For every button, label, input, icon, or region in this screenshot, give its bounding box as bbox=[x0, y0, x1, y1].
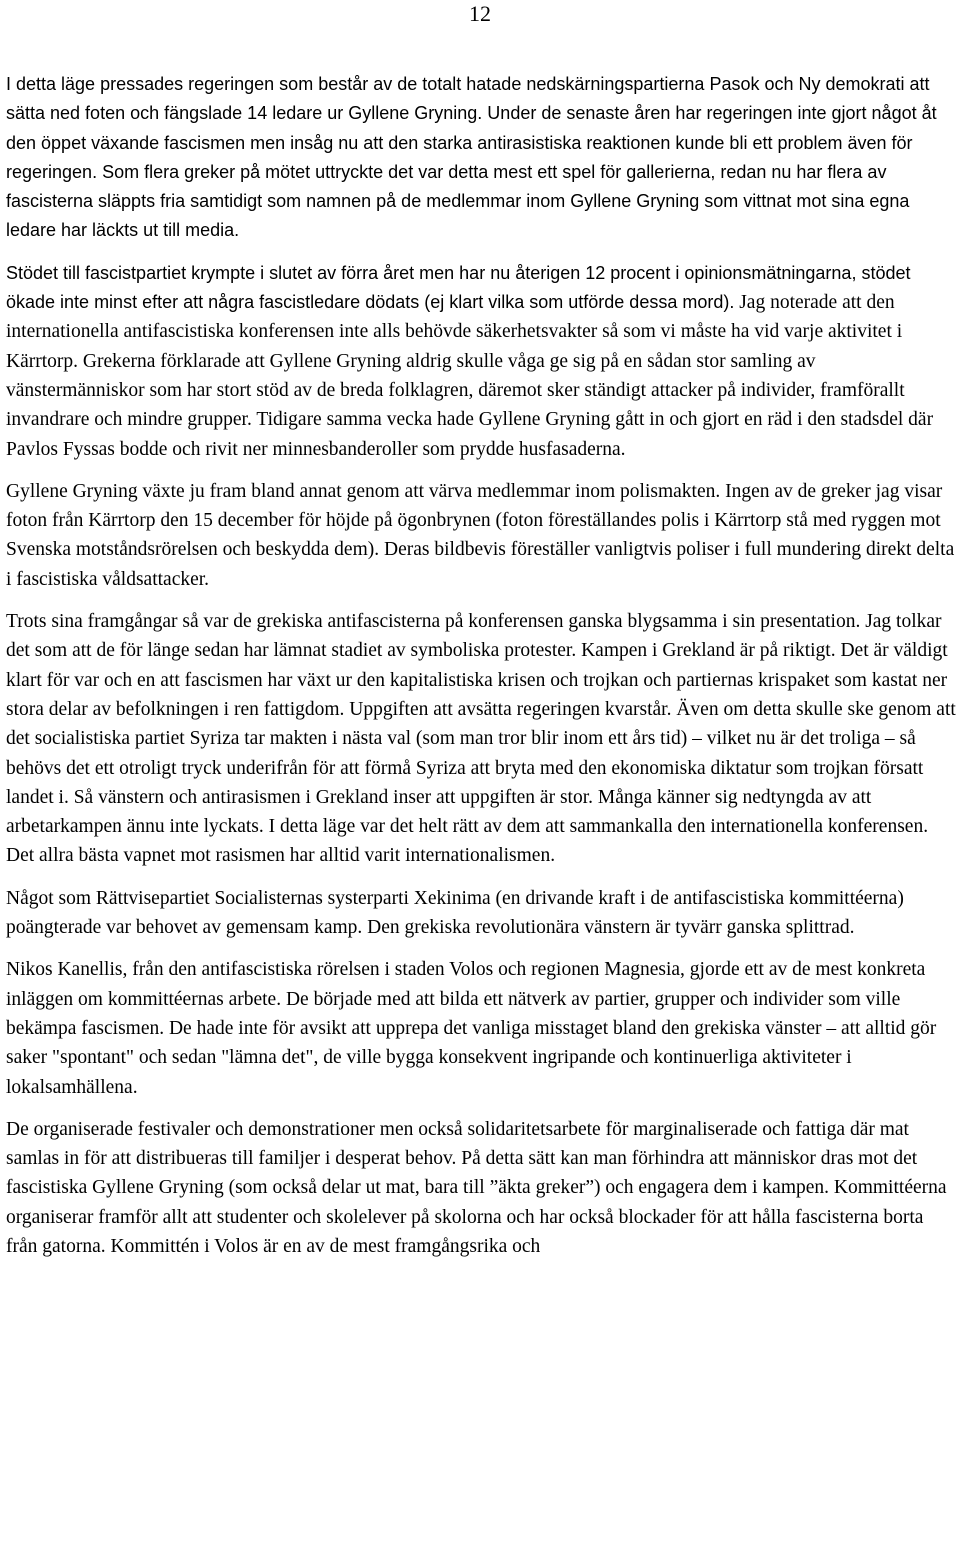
document-body bbox=[6, 70, 958, 1274]
paragraph-7-serif-text: De organiserade festivaler och demonstrationer men också solidaritetsarbete för marginaliserade och fattiga där mat samlas in för att distribueras till familjer i desperat behov. På detta sätt kan man förhindra att människor dras mot det fascistiska Gyllene Gryning (som också delar ut mat, bara till ”äkta greker”) och engagera dem i kampen. Kommittéerna organiserar framför allt att studenter och skolelever på skolorna och har också blockader för att hålla fascisterna borta från gatorna. Kommittén i Volos är en av de mest framgångsrika och bbox=[6, 1118, 947, 1257]
paragraph-3 bbox=[6, 477, 958, 594]
paragraph-5 bbox=[6, 884, 958, 943]
paragraph-2 bbox=[6, 259, 958, 464]
paragraph-6 bbox=[6, 955, 958, 1101]
paragraph-1 bbox=[6, 70, 958, 246]
paragraph-6-serif-text: Nikos Kanellis, från den antifascistiska rörelsen i staden Volos och regionen Magnesia, gjorde ett av de mest konkreta inläggen om kommittéernas arbete. De började med att bilda ett nätverk av partier, grupper och individer som ville bekämpa fascismen. De hade inte för avsikt att upprepa det vanliga misstaget bland den grekiska vänster – att alltid gör saker "spontant" och sedan "lämna det", de ville bygga konsekvent ingripande och kontinuerliga aktiviteter i lokalsamhällena. bbox=[6, 959, 937, 1098]
paragraph-4-serif-text: Trots sina framgångar så var de grekiska antifascisterna på konferensen ganska blygsamma i sin presentation. Jag tolkar det som att de för länge sedan har lämnat stadiet av symboliska protester. Kampen i Grekland är på riktigt. Det är väldigt klart för var och en att fascismen har växt ur den kapitalistiska krisen och trojkan och partiernas krispaket som kastat ner stora delar av befolkningen i ren fattigdom. Uppgiften att avsätta regeringen kvarstår. Även om detta skulle ske genom att det socialistiska partiet Syriza tar makten i nästa val (som man tror blir inom ett års tid) – vilket nu är det troliga – så behövs det ett otroligt tryck underifrån för att förmå Syriza att bryta med den ekonomiska diktatur som trojkan försatt landet i. Så vänstern och antirasismen i Grekland inser att uppgiften är stor. Många känner sig nedtyngda av att arbetarkampen ännu inte lyckats. I detta läge var det helt rätt av dem att sammankalla den internationella konferensen. Det allra bästa vapnet mot rasismen har alltid varit internationalismen. bbox=[6, 611, 956, 867]
page-number: 12 bbox=[469, 1, 491, 26]
paragraph-4 bbox=[6, 607, 958, 871]
paragraph-2-sans-text: Stödet till fascistpartiet krympte i slutet av förra året men har nu återigen 12 procent i opinionsmätningarna, stödet ökade inte minst efter att några fascistledare dödats (ej klart vilka som utförde dessa mord). bbox=[6, 262, 911, 313]
paragraph-7 bbox=[6, 1115, 958, 1261]
paragraph-1-sans-text: I detta läge pressades regeringen som består av de totalt hatade nedskärningspartierna Pasok och Ny demokrati att sätta ned foten och fängslade 14 ledare ur Gyllene Gryning. Under de senaste åren har regeringen inte gjort något åt den öppet växande fascismen men insåg nu att den starka antirasistiska reaktionen kunde bli ett problem även för regeringen. Som flera greker på mötet uttryckte det var detta mest ett spel för gallerierna, redan nu har flera av fascisterna släppts fria samtidigt som namnen på de medlemmar inom Gyllene Gryning som vittnat mot sina egna ledare har läckts ut till media. bbox=[6, 74, 937, 241]
paragraph-2-serif-text: Jag noterade att den internationella antifascistiska konferensen inte alls behövde säkerhetsvakter så som vi måste ha vid varje aktivitet i Kärrtorp. Grekerna förklarade att Gyllene Gryning aldrig skulle våga ge sig på en sådan stor samling av vänstermänniskor som har stort stöd av de breda folklagren, däremot sker ständigt attacker på individer, framförallt invandrare och mindre grupper. Tidigare samma vecka hade Gyllene Gryning gått in och gjort en räd i den stadsdel där Pavlos Fyssas bodde och rivit ner minnesbanderoller som prydde husfasaderna. bbox=[6, 292, 934, 460]
paragraph-5-serif-text: Något som Rättvisepartiet Socialisternas systerparti Xekinima (en drivande kraft i de antifascistiska kommittéerna) poängterade var behovet av gemensam kamp. Den grekiska revolutionära vänstern är tyvärr ganska splittrad. bbox=[6, 887, 904, 939]
paragraph-3-serif-text: Gyllene Gryning växte ju fram bland annat genom att värva medlemmar inom polismakten. Ingen av de greker jag visar foton från Kärrtorp den 15 december för höjde på ögonbrynen (foton föreställandes polis i Kärrtorp stå med ryggen mot Svenska motståndsrörelsen och beskydda dem). Deras bildbevis föreställer vanligtvis poliser i full mundering direkt delta i fascistiska våldsattacker. bbox=[6, 480, 955, 590]
